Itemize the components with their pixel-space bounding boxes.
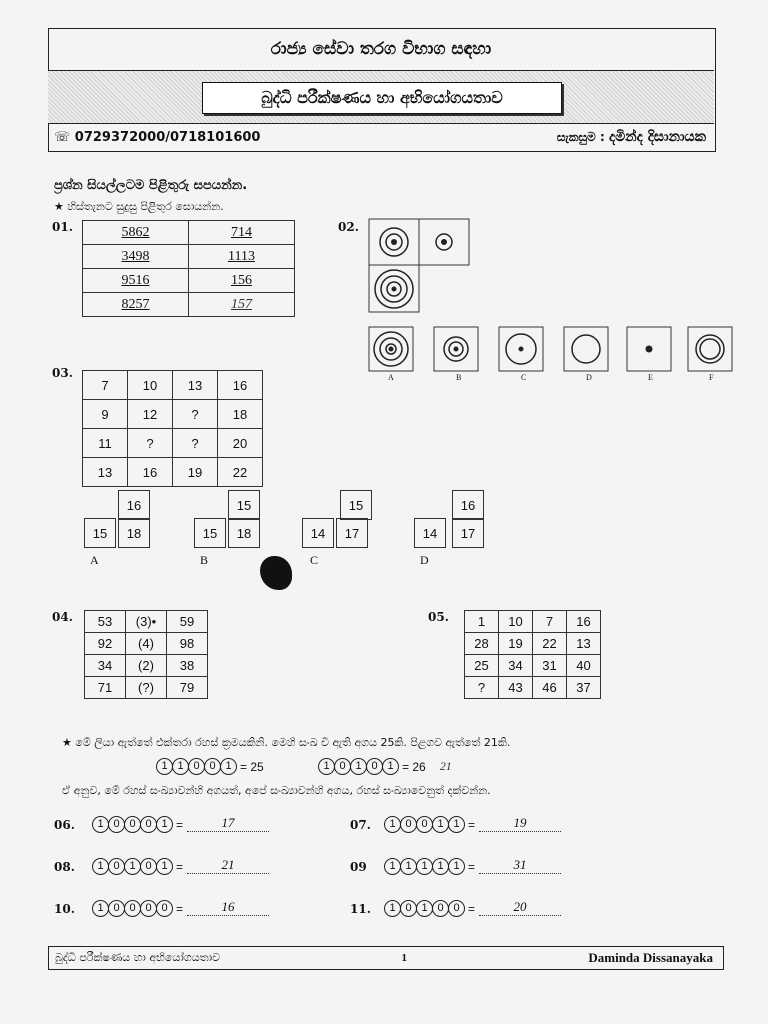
option-label: A — [90, 553, 99, 567]
q06-answer[interactable]: 17 — [187, 817, 269, 832]
code-digits — [92, 858, 172, 875]
equals-sign: = — [176, 859, 184, 874]
code-digit: 1 — [172, 758, 189, 775]
q08-row — [54, 858, 269, 875]
code-digit: 0 — [432, 900, 449, 917]
q06-row — [54, 816, 269, 833]
phone-number: 0729372000/0718101600 — [74, 129, 261, 145]
table-cell: (2) — [126, 655, 167, 677]
handwritten-note: 21 — [439, 759, 452, 773]
table-cell: 34 — [85, 655, 126, 677]
code-digit: 1 — [448, 858, 465, 875]
option-cell-top: 15 — [340, 490, 372, 520]
code-digit: 0 — [400, 900, 417, 917]
q02-option-e[interactable] — [627, 327, 671, 371]
table-cell: 37 — [567, 677, 601, 699]
table-row — [83, 221, 295, 245]
q01-number: 01. — [52, 220, 73, 234]
code-digit: 1 — [318, 758, 335, 775]
code-digit: 0 — [334, 758, 351, 775]
option-cell-top: 16 — [452, 490, 484, 520]
author-name: දමින්ද දිසානායක — [608, 129, 706, 145]
table-cell: ? — [173, 429, 218, 458]
option-cell-left: 15 — [84, 518, 116, 548]
table-cell: 20 — [218, 429, 263, 458]
code-digit: 1 — [350, 758, 367, 775]
table-cell: 3498 — [121, 249, 150, 264]
code-digit: 1 — [156, 858, 173, 875]
phone-line — [54, 130, 260, 145]
table-row — [465, 655, 601, 677]
author — [557, 129, 706, 145]
q10-number: 10. — [54, 901, 75, 916]
table-cell: 1113 — [228, 249, 255, 264]
q11-answer[interactable]: 20 — [479, 901, 561, 916]
q02-label-b: B — [456, 373, 462, 382]
code-digit: 1 — [92, 900, 109, 917]
code-digit: 0 — [108, 858, 125, 875]
code-digits — [384, 858, 464, 875]
code-digit: 1 — [416, 858, 433, 875]
binary-question: ඒ අනුව, මේ රහස් සංඛ්‍යාවන්හි අගයත්, අපේ සංඛ්‍යාවන්හි අගය, රහස් සංඛ්‍යාවෙනුත් දක්වන්න. — [62, 784, 491, 797]
header-contact-row — [48, 124, 714, 150]
table-cell: ? — [173, 400, 218, 429]
header-banner: බුද්ධි පරීක්ෂණය හා අභියෝගයතාව — [202, 82, 562, 114]
code-digit: 0 — [140, 900, 157, 917]
table-row — [85, 611, 208, 633]
code-digit: 1 — [156, 816, 173, 833]
q02-label-c: C — [521, 373, 527, 382]
q02-option-b[interactable] — [434, 327, 478, 371]
q02-option-c[interactable] — [499, 327, 543, 371]
table-row — [465, 677, 601, 699]
table-cell: 10 — [499, 611, 533, 633]
q03-grid — [82, 370, 263, 487]
code-digits — [156, 758, 236, 775]
table-row — [83, 371, 263, 400]
table-cell: 16 — [218, 371, 263, 400]
option-cell-top: 16 — [118, 490, 150, 520]
binary-example-1 — [156, 758, 264, 775]
code-digit: 0 — [124, 900, 141, 917]
table-row — [85, 655, 208, 677]
option-cell-right: 17 — [452, 518, 484, 548]
code-digit: 1 — [384, 816, 401, 833]
table-cell: 11 — [83, 429, 128, 458]
option-cell-right: 17 — [336, 518, 368, 548]
q11-row — [350, 900, 561, 917]
option-label: C — [310, 553, 319, 567]
code-digit: 1 — [416, 900, 433, 917]
table-cell: 31 — [533, 655, 567, 677]
q07-answer[interactable]: 19 — [479, 817, 561, 832]
code-digit: 0 — [188, 758, 205, 775]
option-label: D — [420, 553, 429, 567]
table-cell: ? — [128, 429, 173, 458]
q10-answer[interactable]: 16 — [187, 901, 269, 916]
q07-row — [350, 816, 561, 833]
binary-intro — [62, 736, 702, 750]
table-cell: 9516 — [121, 273, 150, 288]
equals-sign: = — [176, 817, 184, 832]
code-digits — [318, 758, 398, 775]
table-cell: 92 — [85, 633, 126, 655]
code-value: = 25 — [240, 759, 264, 774]
q02-options — [368, 326, 740, 372]
header-title: රාජ්‍ය සේවා තරග විභාග සඳහා — [48, 28, 714, 71]
table-row — [465, 633, 601, 655]
footer-author: Daminda Dissanayaka — [588, 950, 713, 965]
table-cell: 16 — [567, 611, 601, 633]
option-cell-left: 15 — [194, 518, 226, 548]
page-number: 1 — [401, 952, 407, 964]
table-row — [83, 293, 295, 317]
code-digit: 1 — [432, 858, 449, 875]
table-row — [83, 458, 263, 487]
footer-left: බුද්ධි පරීක්ෂණය හා අභියෝගයතාව — [55, 951, 221, 964]
option-cell-top: 15 — [228, 490, 260, 520]
q05-grid — [464, 610, 601, 699]
table-cell: ? — [465, 677, 499, 699]
binary-intro-text: මේ ලියා ඇත්තේ එක්තරා රහස් ක්‍රමයකිනි. මෙහි සංඛ වී ඇති අගය 25කි. පිළගව ඇත්තේ 21කි. — [75, 736, 511, 749]
q05-number: 05. — [428, 610, 449, 624]
q09-number: 09 — [350, 859, 367, 874]
option-label: B — [200, 553, 209, 567]
option-cell-left: 14 — [302, 518, 334, 548]
code-digits — [384, 900, 464, 917]
code-digit: 1 — [92, 858, 109, 875]
code-digit: 1 — [384, 900, 401, 917]
q02-option-a[interactable] — [369, 327, 413, 371]
q02-option-f[interactable] — [688, 327, 732, 371]
page-footer — [48, 946, 724, 970]
table-cell: 1 — [465, 611, 499, 633]
table-cell: 40 — [567, 655, 601, 677]
table-cell: 59 — [167, 611, 208, 633]
star-icon: ★ — [62, 736, 76, 749]
code-digit: 1 — [448, 816, 465, 833]
code-digit: 0 — [140, 816, 157, 833]
q10-row — [54, 900, 269, 917]
table-cell: 13 — [173, 371, 218, 400]
table-cell: 7 — [83, 371, 128, 400]
table-cell: 12 — [128, 400, 173, 429]
table-cell: 25 — [465, 655, 499, 677]
equals-sign: = — [176, 901, 184, 916]
table-row — [83, 429, 263, 458]
code-digit: 0 — [204, 758, 221, 775]
table-row — [465, 611, 601, 633]
table-cell: 43 — [499, 677, 533, 699]
code-digit: 0 — [108, 816, 125, 833]
table-row — [85, 677, 208, 699]
code-digit: 1 — [124, 858, 141, 875]
equals-sign: = — [468, 901, 476, 916]
code-digit: 0 — [156, 900, 173, 917]
table-cell: 714 — [231, 225, 252, 240]
table-cell: 16 — [128, 458, 173, 487]
table-cell: 13 — [567, 633, 601, 655]
code-digit: 1 — [92, 816, 109, 833]
code-digit: 1 — [382, 758, 399, 775]
table-cell: (?) — [126, 677, 167, 699]
star-icon: ★ — [54, 200, 68, 213]
table-row — [83, 269, 295, 293]
table-cell: 71 — [85, 677, 126, 699]
code-digit: 0 — [448, 900, 465, 917]
code-digits — [92, 816, 172, 833]
code-digit: 0 — [400, 816, 417, 833]
q08-answer[interactable]: 21 — [187, 859, 269, 874]
q04-number: 04. — [52, 610, 73, 624]
code-digit: 0 — [124, 816, 141, 833]
option-cell-left: 14 — [414, 518, 446, 548]
table-cell: 10 — [128, 371, 173, 400]
phone-icon: ☏ — [54, 129, 75, 145]
table-cell: 46 — [533, 677, 567, 699]
code-digit: 0 — [366, 758, 383, 775]
main-instruction: ප්‍රශ්න සියල්ලටම පිළිතුරු සපයන්න. — [54, 178, 248, 193]
author-label: සැකසුම : — [556, 130, 605, 144]
table-cell: 38 — [167, 655, 208, 677]
equals-sign: = — [468, 859, 476, 874]
table-cell: 34 — [499, 655, 533, 677]
table-cell: 13 — [83, 458, 128, 487]
q09-row — [350, 858, 561, 875]
code-digit: 1 — [432, 816, 449, 833]
code-digit: 0 — [416, 816, 433, 833]
table-row — [85, 633, 208, 655]
code-digit: 0 — [108, 900, 125, 917]
table-cell: 8257 — [121, 297, 150, 312]
option-cell-right: 18 — [118, 518, 150, 548]
q09-answer[interactable]: 31 — [479, 859, 561, 874]
q07-number: 07. — [350, 817, 371, 832]
q04-grid — [84, 610, 208, 699]
q02-label-a: A — [388, 373, 394, 382]
q02-label-f: F — [709, 373, 714, 382]
ink-blot — [260, 556, 292, 590]
sub-instruction — [54, 200, 224, 214]
table-cell: 19 — [499, 633, 533, 655]
table-cell: 18 — [218, 400, 263, 429]
table-row — [83, 245, 295, 269]
q02-pattern-figure — [368, 218, 472, 314]
q02-option-d[interactable] — [564, 327, 608, 371]
table-cell: 53 — [85, 611, 126, 633]
code-digit: 1 — [400, 858, 417, 875]
table-cell: 22 — [218, 458, 263, 487]
table-cell: 19 — [173, 458, 218, 487]
q08-number: 08. — [54, 859, 75, 874]
code-digit: 0 — [140, 858, 157, 875]
table-cell: 7 — [533, 611, 567, 633]
binary-example-2 — [318, 758, 452, 775]
code-digit: 1 — [220, 758, 237, 775]
code-digit: 1 — [156, 758, 173, 775]
table-cell: (4) — [126, 633, 167, 655]
q02-number: 02. — [338, 220, 359, 234]
q02-label-d: D — [586, 373, 592, 382]
option-cell-right: 18 — [228, 518, 260, 548]
table-cell: 9 — [83, 400, 128, 429]
q01-table — [82, 220, 295, 317]
table-cell: 79 — [167, 677, 208, 699]
code-digits — [384, 816, 464, 833]
q02-label-e: E — [648, 373, 653, 382]
table-row — [83, 400, 263, 429]
table-cell: (3)• — [126, 611, 167, 633]
table-cell-answer: 157 — [231, 297, 252, 312]
table-cell: 98 — [167, 633, 208, 655]
sub-instruction-text: හිස්තැනට සුදුසු පිළිතුර සොයන්න. — [67, 200, 224, 213]
equals-sign: = — [468, 817, 476, 832]
table-cell: 156 — [231, 273, 252, 288]
code-digits — [92, 900, 172, 917]
q03-number: 03. — [52, 366, 73, 380]
q11-number: 11. — [350, 901, 371, 916]
q06-number: 06. — [54, 817, 75, 832]
table-cell: 22 — [533, 633, 567, 655]
code-digit: 1 — [384, 858, 401, 875]
table-cell: 5862 — [121, 225, 150, 240]
table-cell: 28 — [465, 633, 499, 655]
code-value: = 26 — [402, 759, 426, 774]
